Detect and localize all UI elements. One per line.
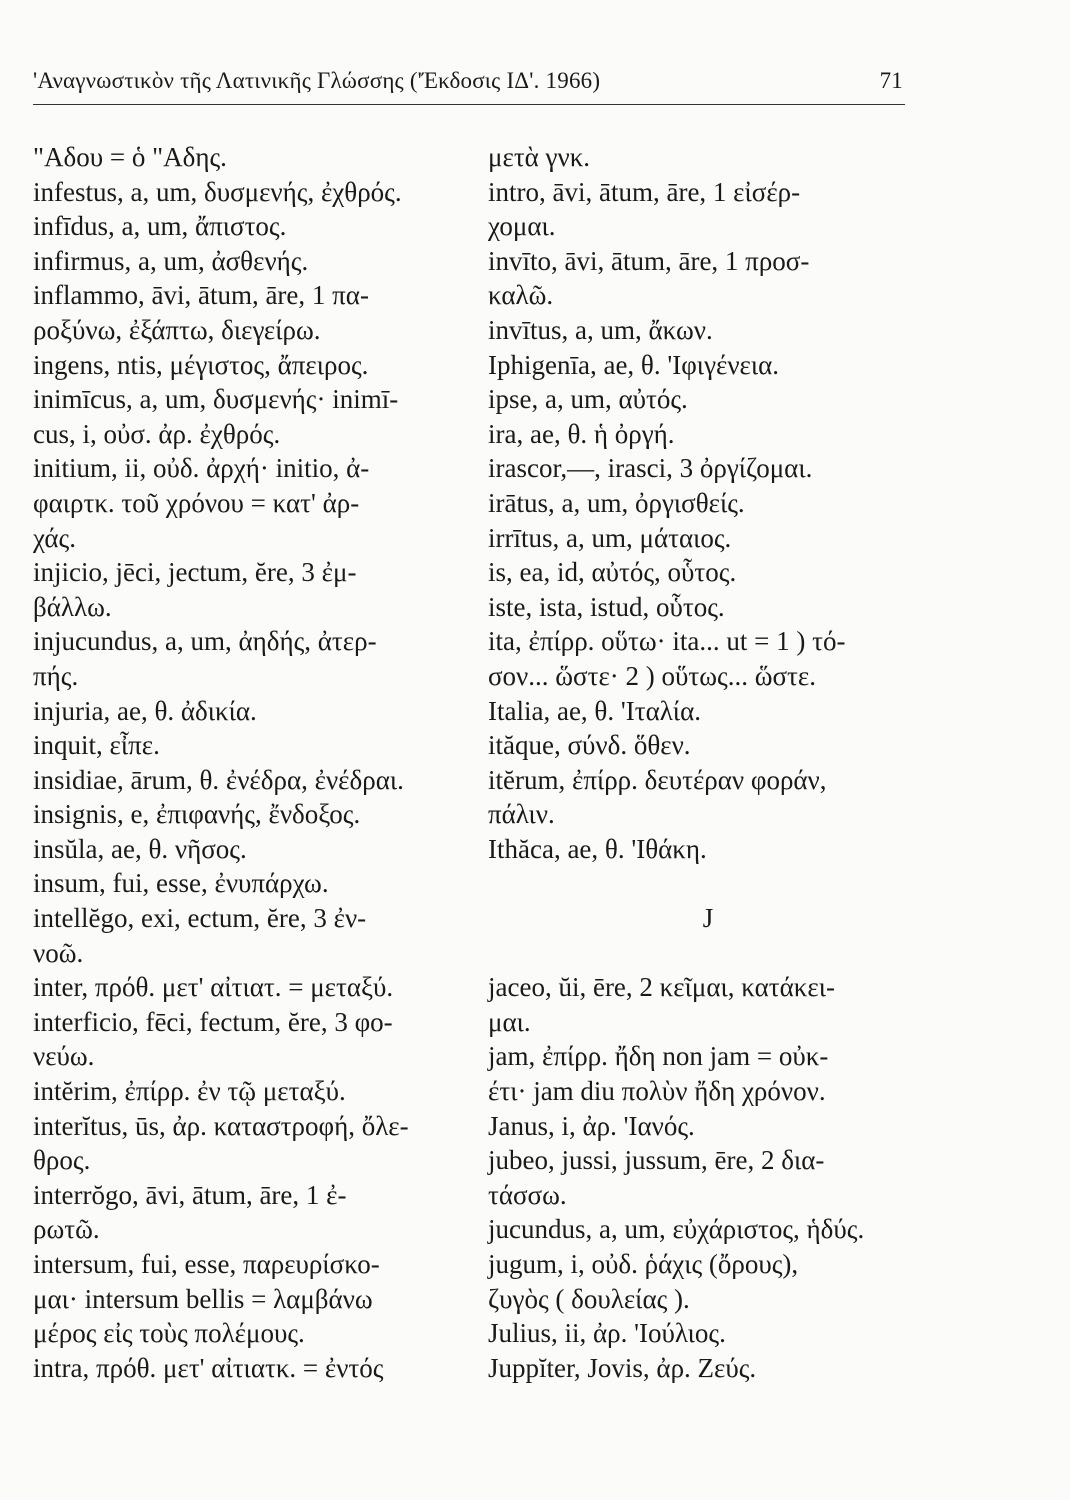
entry-line: χομαι. [488, 211, 556, 242]
left-column [33, 140, 463, 1385]
section-gap [488, 866, 928, 901]
entry-line: interĭtus, ūs, ἀρ. καταστροφή, ὄλε- [33, 1110, 409, 1141]
entry-line: "Αδου = ὁ "Αδης. [33, 142, 227, 172]
entry-line: καλῶ. [488, 280, 554, 311]
entry-line: Ithăca, ae, θ. 'Ιθάκη. [488, 833, 707, 864]
entry-line: ροξύνω, ἐξάπτω, διεγείρω. [33, 314, 321, 345]
entry-line: itĕrum, ἐπίρρ. δευτέραν φοράν, [488, 764, 827, 795]
entry-line: is, ea, id, αὐτός, οὗτος. [488, 557, 737, 588]
entry-line: Juppĭter, Jovis, ἀρ. Ζεύς. [488, 1352, 757, 1383]
header-rule [33, 104, 905, 105]
entry-line: Italia, ae, θ. 'Ιταλία. [488, 695, 701, 726]
right-column-entries-j [488, 970, 928, 1385]
entry-line: ρωτῶ. [33, 1214, 100, 1245]
entry-line: inimīcus, a, um, δυσμενής· inimī- [33, 384, 399, 415]
entry-line: intersum, fui, esse, παρευρίσκο- [33, 1249, 380, 1279]
entry-line: injuria, ae, θ. ἀδικία. [33, 695, 257, 726]
page-header [33, 68, 903, 102]
entry-line: inter, πρόθ. μετ' αἰτιατ. = μεταξύ. [33, 972, 394, 1003]
entry-line: νεύω. [33, 1041, 95, 1072]
entry-line: jam, ἐπίρρ. ἤδη non jam = οὐκ- [488, 1041, 829, 1072]
entry-line: jucundus, a, um, εὐχάριστος, ἡδύς. [488, 1214, 865, 1245]
entry-line: τάσσω. [488, 1179, 567, 1210]
entry-line: interficio, fēci, fectum, ĕre, 3 φο- [33, 1006, 393, 1037]
entry-line: irrītus, a, um, μάταιος. [488, 522, 732, 553]
entry-line: ira, ae, θ. ἡ ὀργή. [488, 418, 675, 449]
entry-line: infīdus, a, um, ἄπιστος. [33, 211, 287, 242]
entry-line: jugum, i, οὐδ. ῥάχις (ὄρους), [488, 1249, 799, 1279]
entry-line: πής. [33, 660, 79, 691]
entry-line: injicio, jēci, jectum, ĕre, 3 ἐμ- [33, 557, 357, 588]
entry-line: Julius, ii, ἀρ. 'Ιούλιος. [488, 1318, 726, 1349]
page-number: 71 [879, 68, 903, 93]
entry-line: Janus, i, ἀρ. 'Ιανός. [488, 1110, 695, 1141]
entry-line: ipse, a, um, αὐτός. [488, 384, 688, 415]
entry-line: μετὰ γνκ. [488, 142, 591, 172]
entry-line: invītus, a, um, ἄκων. [488, 314, 713, 345]
entry-line: intra, πρόθ. μετ' αἰτιατκ. = ἐντός [33, 1352, 384, 1383]
running-title: 'Αναγνωστικὸν τῆς Λατινικῆς Γλώσσης ('Έκδοσις ΙΔ'. 1966) [33, 68, 601, 93]
entry-line: φαιρτκ. τοῦ χρόνου = κατ' ἀρ- [33, 487, 360, 518]
entry-line: interrŏgo, āvi, ātum, āre, 1 ἐ- [33, 1179, 347, 1210]
entry-line: μέρος εἰς τοὺς πολέμους. [33, 1318, 305, 1349]
entry-line: intĕrim, ἐπίρρ. ἐν τῷ μεταξύ. [33, 1076, 346, 1107]
entry-line: insŭla, ae, θ. νῆσος. [33, 833, 247, 864]
entry-line: insidiae, ārum, θ. ἐνέδρα, ἐνέδραι. [33, 764, 404, 795]
entry-line: intellĕgo, exi, ectum, ĕre, 3 ἐν- [33, 903, 367, 934]
entry-line: χάς. [33, 522, 76, 553]
entry-line: νοῶ. [33, 937, 84, 968]
entry-line: infirmus, a, um, ἀσθενής. [33, 245, 309, 276]
entry-line: jaceo, ŭi, ēre, 2 κεῖμαι, κατάκει- [488, 972, 835, 1003]
entry-line: intro, āvi, ātum, āre, 1 εἰσέρ- [488, 176, 801, 207]
right-column [488, 140, 928, 1385]
entry-line: irascor,—, irasci, 3 ὀργίζομαι. [488, 453, 813, 484]
entry-line: μαι· intersum bellis = λαμβάνω [33, 1283, 373, 1314]
entry-line: inquit, εἶπε. [33, 730, 160, 761]
entry-line: σον... ὥστε· 2 ) οὕτως... ὥστε. [488, 660, 816, 691]
entry-line: ităque, σύνδ. ὅθεν. [488, 730, 691, 761]
entry-line: iste, ista, istud, οὗτος. [488, 591, 725, 622]
entry-line: irātus, a, um, ὀργισθείς. [488, 487, 745, 518]
entry-line: βάλλω. [33, 591, 112, 622]
section-letter-heading: J [702, 903, 714, 934]
entry-line: ingens, ntis, μέγιστος, ἄπειρος. [33, 349, 369, 380]
entry-line: μαι. [488, 1006, 531, 1037]
entry-line: θρος. [33, 1145, 91, 1176]
entry-line: ζυγὸς ( δουλείας ). [488, 1283, 690, 1314]
entry-line: έτι· jam diu πολὺν ἤδη χρόνον. [488, 1076, 826, 1107]
entry-line: injucundus, a, um, ἀηδής, ἀτερ- [33, 626, 377, 657]
entry-line: invīto, āvi, ātum, āre, 1 προσ- [488, 245, 810, 276]
entry-line: infestus, a, um, δυσμενής, ἐχθρός. [33, 176, 402, 207]
entry-line: initium, ii, οὐδ. ἀρχή· initio, ἀ- [33, 453, 370, 484]
entry-line: Iphigenīa, ae, θ. 'Ιφιγένεια. [488, 349, 780, 380]
entry-line: insum, fui, esse, ἐνυπάρχω. [33, 868, 329, 899]
entry-line: ita, ἐπίρρ. οὕτω· ita... ut = 1 ) τό- [488, 626, 846, 657]
entry-line: inflammo, āvi, ātum, āre, 1 πα- [33, 280, 369, 311]
entry-line: cus, i, οὐσ. ἀρ. ἐχθρός. [33, 418, 281, 449]
right-column-entries-i [488, 140, 928, 866]
entry-line: jubeo, jussi, jussum, ēre, 2 δια- [488, 1145, 825, 1176]
section-gap [488, 936, 928, 971]
entry-line: πάλιν. [488, 799, 555, 830]
entry-line: insignis, e, ἐπιφανής, ἔνδοξος. [33, 799, 361, 830]
